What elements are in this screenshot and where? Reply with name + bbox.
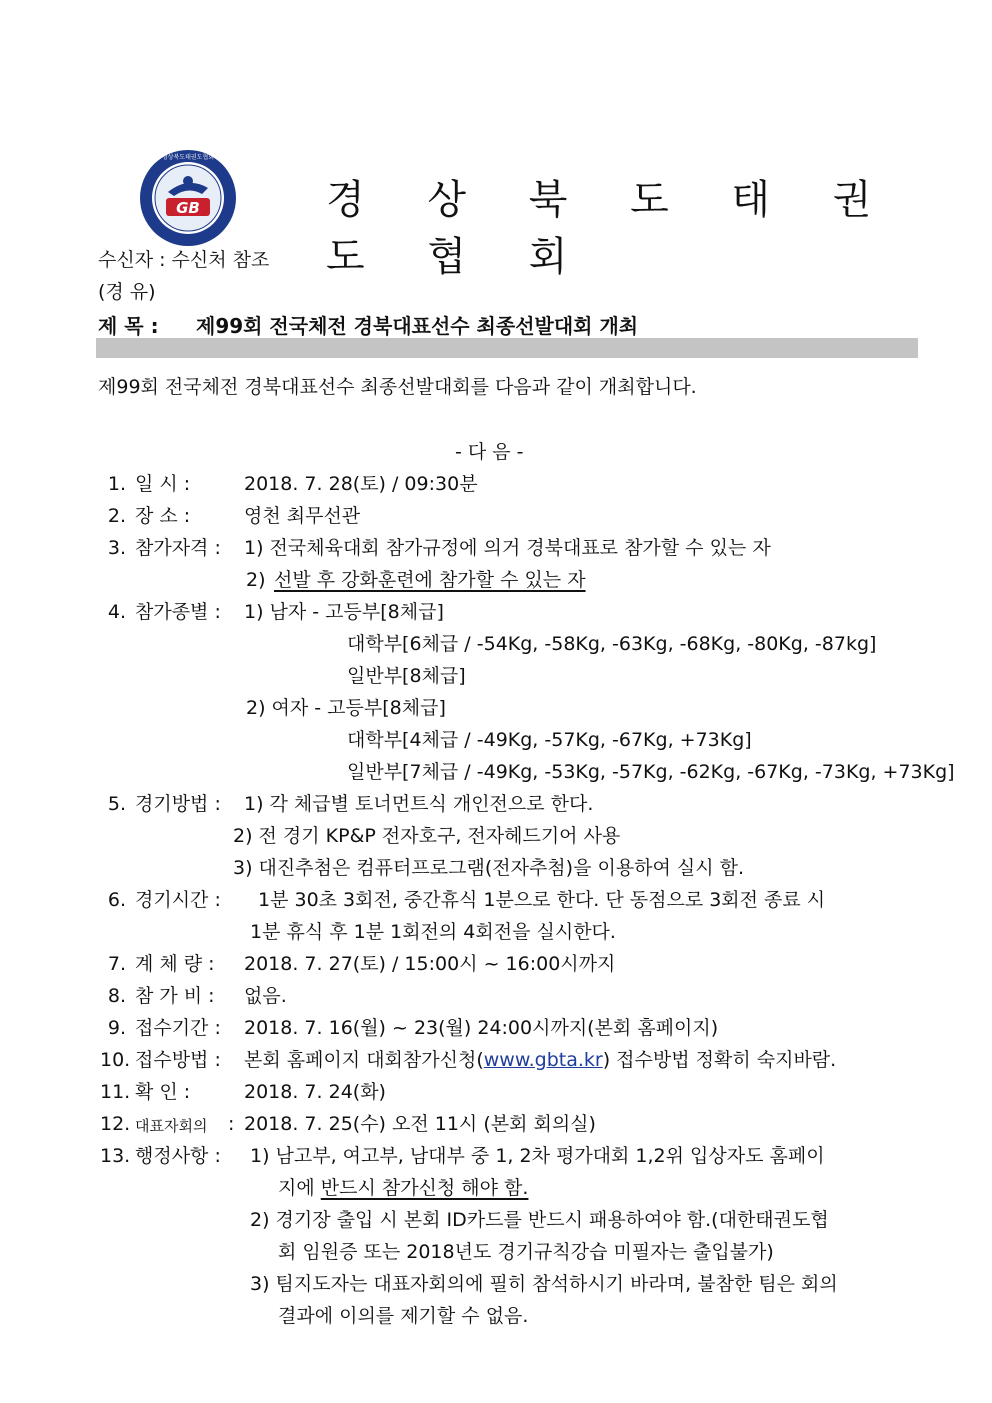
item-8-number: 8. [107, 985, 126, 1007]
item-12-label: 대표자회의 [135, 1117, 208, 1135]
item-13-number: 13. [100, 1145, 131, 1167]
item-12-text: 2018. 7. 25(수) 오전 11시 (본회 회의실) [244, 1113, 596, 1135]
item-4-female-3: 일반부[7체급 / -49Kg, -53Kg, -57Kg, -62Kg, -67Kg, -73Kg, +73Kg] [347, 761, 955, 783]
item-1-number: 1. [107, 473, 126, 495]
homepage-link[interactable]: www.gbta.kr [483, 1049, 603, 1071]
item-13-b-line-2: 회 임원증 또는 2018년도 경기규칙강습 미필자는 출입불가) [278, 1241, 774, 1263]
item-3-text-2-prefix: 2) [246, 569, 266, 591]
association-logo [138, 148, 238, 248]
item-3-text-2-underlined: 선발 후 강화훈련에 참가할 수 있는 자 [274, 569, 586, 591]
item-13-a-line-2 [278, 1176, 528, 1200]
item-7-number: 7. [107, 953, 126, 975]
item-4-male-2: 대학부[6체급 / -54Kg, -58Kg, -63Kg, -68Kg, -80Kg, -87kg] [347, 633, 877, 655]
svg-text:GB: GB [176, 199, 200, 217]
item-4-number: 4. [107, 601, 126, 623]
item-4-male-1: 1) 남자 - 고등부[8체급] [244, 601, 444, 623]
item-10-text-pre: 본회 홈페이지 대회참가신청( [244, 1049, 484, 1071]
subject-divider-bar [96, 338, 918, 358]
item-3-text-1: 1) 전국체육대회 참가규정에 의거 경북대표로 참가할 수 있는 자 [244, 537, 771, 559]
item-7-label: 계 체 량 : [135, 953, 215, 975]
item-3-number: 3. [107, 537, 126, 559]
intro-text: 제99회 전국체전 경북대표선수 최종선발대회를 다음과 같이 개최합니다. [98, 376, 697, 398]
item-6-number: 6. [107, 889, 126, 911]
item-9-label: 접수기간 : [135, 1017, 221, 1039]
item-6-label: 경기시간 : [135, 889, 221, 911]
item-8-text: 없음. [244, 985, 287, 1007]
item-10-label: 접수방법 : [135, 1049, 221, 1071]
item-8-label: 참 가 비 : [135, 985, 215, 1007]
item-13-a-line-2-pre: 지에 [278, 1177, 321, 1199]
item-13-a-line-2-underlined: 반드시 참가신청 해야 함. [320, 1177, 529, 1199]
organization-name: 경 상 북 도 태 권 도 협 회 [326, 177, 897, 280]
item-13-c-line-1: 3) 팀지도자는 대표자회의에 필히 참석하시기 바라며, 불참한 팀은 회의 [250, 1273, 838, 1295]
item-13-label: 행정사항 : [135, 1145, 221, 1167]
item-4-label: 참가종별 : [135, 601, 221, 623]
item-5-number: 5. [107, 793, 126, 815]
svg-text:경상북도태권도협회: 경상북도태권도협회 [161, 154, 215, 161]
item-9-number: 9. [107, 1017, 126, 1039]
subject-text: 제99회 전국체전 경북대표선수 최종선발대회 개최 [196, 314, 639, 338]
item-13-c-line-2: 결과에 이의를 제기할 수 없음. [278, 1305, 529, 1327]
item-12-colon: : [228, 1113, 235, 1135]
item-10-text-post: ) 접수방법 정확히 숙지바람. [602, 1049, 837, 1071]
item-5-text-3: 3) 대진추첨은 컴퓨터프로그램(전자추첨)을 이용하여 실시 함. [233, 857, 745, 879]
item-4-female-2: 대학부[4체급 / -49Kg, -57Kg, -67Kg, +73Kg] [347, 729, 752, 751]
item-6-text-1: 1분 30초 3회전, 중간휴식 1분으로 한다. 단 동점으로 3회전 종료 시 [258, 889, 826, 911]
item-2-number: 2. [107, 505, 126, 527]
item-11-number: 11. [100, 1081, 131, 1103]
item-13-b-line-1: 2) 경기장 출입 시 본회 ID카드를 반드시 패용하여야 함.(대한태권도협 [250, 1209, 829, 1231]
item-10-number: 10. [100, 1049, 131, 1071]
item-2-label: 장 소 : [135, 505, 191, 527]
item-11-text: 2018. 7. 24(화) [244, 1081, 386, 1103]
item-12-number: 12. [100, 1113, 131, 1135]
item-6-text-2: 1분 휴식 후 1분 1회전의 4회전을 실시한다. [250, 921, 616, 943]
item-5-text-1: 1) 각 체급별 토너먼트식 개인전으로 한다. [244, 793, 594, 815]
item-1-label: 일 시 : [135, 473, 191, 495]
recipient-line: 수신자 : 수신처 참조 [98, 249, 270, 271]
subject-label: 제 목 : [98, 314, 159, 338]
item-2-text: 영천 최무선관 [244, 505, 361, 527]
item-9-text: 2018. 7. 16(월) ~ 23(월) 24:00시까지(본회 홈페이지) [244, 1017, 719, 1039]
item-3-label: 참가자격 : [135, 537, 221, 559]
item-4-male-3: 일반부[8체급] [347, 665, 466, 687]
item-11-label: 확 인 : [135, 1081, 191, 1103]
item-4-female-1: 2) 여자 - 고등부[8체급] [246, 697, 446, 719]
item-1-text: 2018. 7. 28(토) / 09:30분 [244, 473, 478, 495]
item-10-text [244, 1048, 836, 1072]
item-13-a-line-1: 1) 남고부, 여고부, 남대부 중 1, 2차 평가대회 1,2위 입상자도 홈페이 [250, 1145, 825, 1167]
item-5-text-2: 2) 전 경기 KP&P 전자호구, 전자헤드기어 사용 [233, 825, 621, 847]
via-line: (경 유) [98, 281, 156, 303]
item-7-text: 2018. 7. 27(토) / 15:00시 ~ 16:00시까지 [244, 953, 616, 975]
section-heading: - 다 음 - [455, 441, 524, 463]
item-5-label: 경기방법 : [135, 793, 221, 815]
